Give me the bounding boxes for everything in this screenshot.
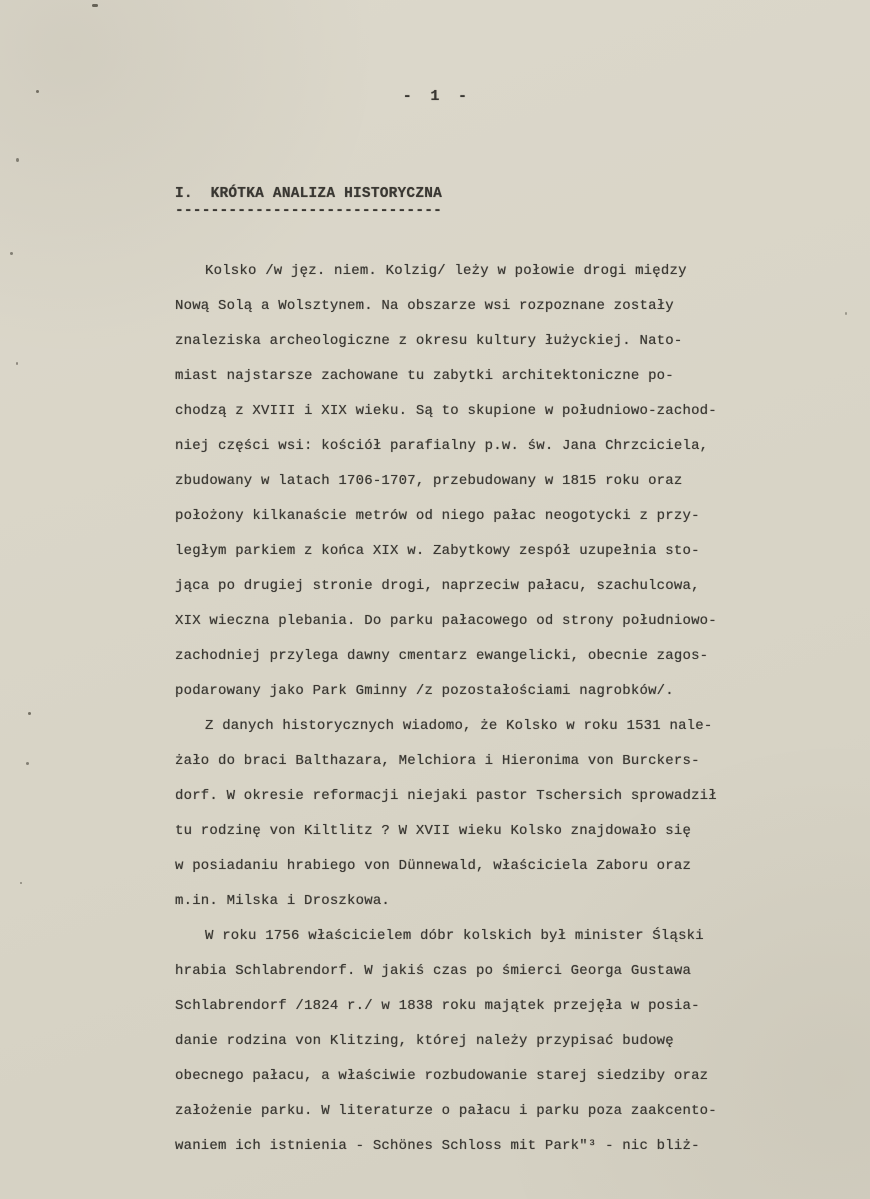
text-line: zachodniej przylega dawny cmentarz ewangelicki, obecnie zagos- [175, 648, 709, 664]
text-line: Nową Solą a Wolsztynem. Na obszarze wsi rozpoznane zostały [175, 298, 674, 314]
text-line: znaleziska archeologiczne z okresu kultury łużyckiej. Nato- [175, 333, 683, 349]
text-line: położony kilkanaście metrów od niego pałac neogotycki z przy- [175, 508, 700, 524]
text-line: w posiadaniu hrabiego von Dünnewald, właściciela Zaboru oraz [175, 858, 692, 874]
text-line: chodzą z XVIII i XIX wieku. Są to skupione w południowo-zachod- [175, 403, 717, 419]
paper-speck [92, 4, 98, 7]
section-heading-block [175, 183, 443, 219]
text-line: jąca po drugiej stronie drogi, naprzeciw pałacu, szachulcowa, [175, 578, 700, 594]
text-line: Z danych historycznych wiadomo, że Kolsko w roku 1531 nale- [205, 718, 713, 734]
paper-speck [26, 762, 29, 765]
text-line: W roku 1756 właścicielem dóbr kolskich był minister Śląski [205, 928, 704, 944]
text-line: miast najstarsze zachowane tu zabytki architektoniczne po- [175, 368, 674, 384]
text-line: niej części wsi: kościół parafialny p.w. św. Jana Chrzciciela, [175, 438, 709, 454]
text-line: obecnego pałacu, a właściwie rozbudowanie starej siedziby oraz [175, 1068, 709, 1084]
document-body [175, 254, 795, 1164]
text-line: żało do braci Balthazara, Melchiora i Hieronima von Burckers- [175, 753, 700, 769]
paper-speck [20, 882, 22, 884]
text-line: waniem ich istnienia - Schönes Schloss mit Park"³ - nic bliż- [175, 1138, 700, 1154]
text-line: podarowany jako Park Gminny /z pozostałościami nagrobków/. [175, 683, 674, 699]
text-line: hrabia Schlabrendorf. W jakiś czas po śmierci Georga Gustawa [175, 963, 692, 979]
heading-underline: ------------------------------ [175, 203, 443, 219]
text-line: zbudowany w latach 1706-1707, przebudowany w 1815 roku oraz [175, 473, 683, 489]
paper-speck [28, 712, 31, 715]
paragraph [175, 254, 795, 709]
text-line: założenie parku. W literaturze o pałacu i parku poza zaakcento- [175, 1103, 717, 1119]
paper-speck [16, 362, 18, 365]
text-line: dorf. W okresie reformacji niejaki pastor Tschersich sprowadził [175, 788, 717, 804]
paper-speck [10, 252, 13, 255]
paper-speck [16, 158, 19, 162]
paper-speck [845, 312, 847, 315]
paragraph [175, 709, 795, 919]
text-line: ległym parkiem z końca XIX w. Zabytkowy zespół uzupełnia sto- [175, 543, 700, 559]
text-line: tu rodzinę von Kiltlitz ? W XVII wieku Kolsko znajdowało się [175, 823, 692, 839]
text-line: Schlabrendorf /1824 r./ w 1838 roku majątek przejęła w posia- [175, 998, 700, 1014]
text-line: Kolsko /w jęz. niem. Kolzig/ leży w połowie drogi między [205, 263, 687, 279]
paragraph [175, 919, 795, 1164]
text-line: XIX wieczna plebania. Do parku pałacowego od strony południowo- [175, 613, 717, 629]
section-heading: I. KRÓTKA ANALIZA HISTORYCZNA [175, 186, 443, 202]
text-line: m.in. Milska i Droszkowa. [175, 893, 391, 909]
text-line: danie rodzina von Klitzing, której należy przypisać budowę [175, 1033, 674, 1049]
page-number: - 1 - [402, 88, 468, 105]
